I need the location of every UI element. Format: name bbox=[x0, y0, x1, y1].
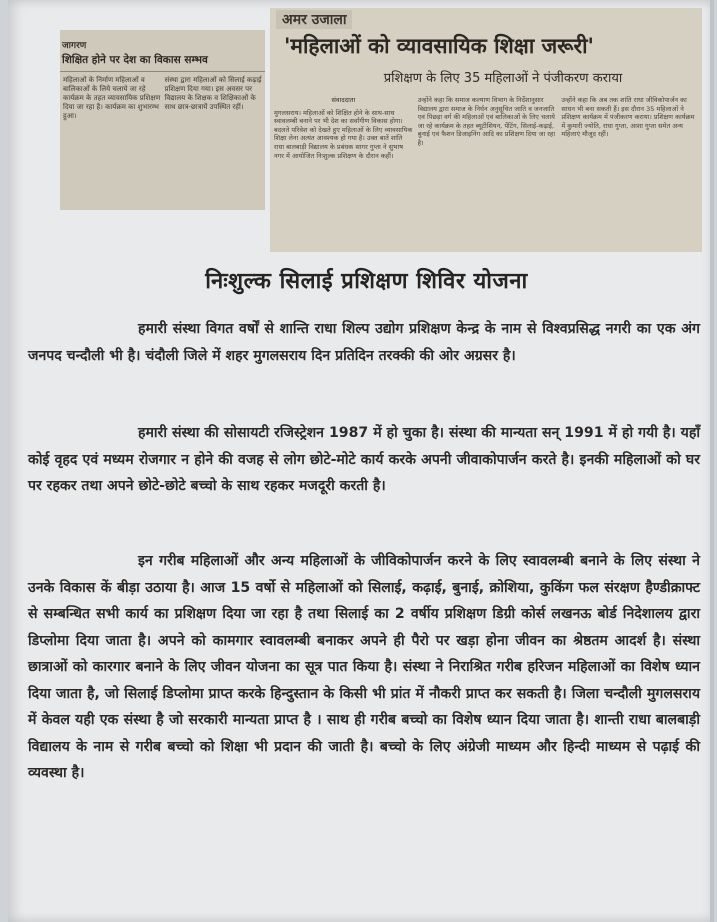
newspaper-clipping-right bbox=[270, 8, 702, 252]
clipping-right-subheadline: प्रशिक्षण के लिए 35 महिलाओं ने पंजीकरण कराया bbox=[383, 71, 623, 86]
clipping-right-column: उन्होंने कहा कि समाज कल्याण विभाग के निर्देशानुसार विद्यालय द्वारा समाज के निर्धन अनुसूचित जाति व जनजाति एवं पिछड़ा वर्ग की महिलाओं एवं बालिकाओं के लिए चलाये जा रहे कार्यक्रम के तहत ब्यूटीशियन, पेंटिंग, सिलाई-कढ़ाई, बुनाई एवं फैशन डिजाइनिंग आदि का प्रशिक्षण दिया जा रहा है। bbox=[417, 96, 556, 147]
clipping-right-column bbox=[274, 96, 413, 252]
clipping-right-column: उन्होंने कहा कि अब तक शांति राधा जीविकोपार्जन का साधन भी बना सकती हैं। इस दौरान 35 महिलाओं ने प्रशिक्षण कार्यक्रम में पंजीकरण कराया। प्रशिक्षण कार्यक्रम में कुमारी ज्योति, राधा गुप्ता, आशा गुप्ता समेत अन्य महिलाएं मौजूद रहीं। bbox=[561, 96, 695, 139]
clipping-left-headline: शिक्षित होने पर देश का विकास सम्भव bbox=[62, 54, 208, 66]
newspaper-masthead: अमर उजाला bbox=[276, 10, 352, 29]
page-edge-shadow bbox=[710, 0, 714, 922]
clipping-left-columns bbox=[60, 72, 265, 125]
clipping-right-headline: 'महिलाओं को व्यावसायिक शिक्षा जरूरी' bbox=[284, 33, 594, 58]
clipping-left-tag: जागरण bbox=[62, 41, 87, 51]
clipping-left-column: महिलाओं के निर्माण महिलाओं व बालिकाओं के लिये चलाये जा रहे कार्यक्रम के तहत व्यावसायिक प्रशिक्षण दिया जा रहा है। कार्यक्रम का शुभारम्भ हुआ। bbox=[63, 76, 161, 120]
paragraph-intro: हमारी संस्था विगत वर्षों से शान्ति राधा शिल्प उद्योग प्रशिक्षण केन्द्र के नाम से विश्वप्रसिद्ध नगरी का एक अंग जनपद चन्दौली भी है। चंदौली जिले में शहर मुगलसराय दिन प्रतिदिन तरक्की की ओर अग्रसर है। bbox=[28, 321, 700, 364]
paragraph-training: इन गरीब महिलाओं और अन्य महिलाओं के जीविकोपार्जन करने के लिए स्वावलम्बी बनाने के लिए संस्था ने उनके विकास कें बीड़ा उठाया है। आज 15 वर्षो से महिलाओं को सिलाई, कढ़ाई, बुनाई, क्रोशिया, कुकिंग फल संरक्षण हैण्डीक्राफ्ट से सम्बन्धित सभी कार्य का प्रशिक्षण दिया जा रहा है तथा सिलाई का 2 वर्षीय प्रशिक्षण डिग्री कोर्स लखनऊ बोर्ड निदेशालय द्वारा डिप्लोमा दिया जाता है। अपने को कामगार स्वावलम्बी बनाकर अपने ही पैरो पर खड़ा होना जीवन का श्रेष्ठतम आदर्श है। संस्था छात्राओं को कारगार बनाने के लिए जीवन योजना का सूत्र पात किया है। संस्था ने निराश्रित गरीब हरिजन महिलाओं का विशेष ध्यान दिया जाता है, जो सिलाई डिप्लोमा प्राप्त करके हिन्दुस्तान के किसी भी प्रांत में नौकरी प्राप्त कर सकती है। जिला चन्दौली मुगलसराय में केवल यही एक संस्था है जो सरकारी मान्यता प्राप्त है । साथ ही गरीब बच्चो का विशेष ध्यान दिया जाता है। शान्ती राधा बालबाड़ी विद्यालय के नाम से गरीब बच्चो को शिक्षा भी प्रदान की जाती है। बच्चो के लिए अंग्रेजी माध्यम और हिन्दी माध्यम से पढ़ाई की व्यवस्था है। bbox=[28, 553, 700, 781]
clipping-right-column-text: मुगलसराय। महिलाओं को शिक्षित होने के साथ-साथ स्वावलम्बी बनाने पर भी देश का सर्वांगीण विकास होगा। बदलते परिवेश को देखते हुए महिलाओं के लिए व्यावसायिक शिक्षा लेना अत्यंत आवश्यक हो गया है। उक्त बातें शांति राधा बालबाड़ी विद्यालय के प्रबंधक सागर गुप्ता ने सुभाष नगर में आयोजित निःशुल्क प्रशिक्षण के दौरान कहीं। bbox=[274, 108, 413, 160]
document-page bbox=[8, 0, 714, 922]
clipping-byline: संवाददाता bbox=[331, 96, 356, 104]
clipping-right-columns bbox=[274, 96, 700, 252]
clipping-left-header bbox=[60, 30, 265, 72]
paragraph-registration: हमारी संस्था की सोसायटी रजिस्ट्रेशन 1987 में हो चुका है। संस्था की मान्यता सन् 1991 में हो गयी है। यहाँ कोई वृहद एवं मध्यम रोजगार न होने की वजह से लोग छोटे-मोटे कार्य करके अपनी जीवाकोपार्जन करते है। इनकी महिलाओं को घर पर रहकर तथा अपने छोटे-छोटे बच्चो के साथ रहकर मजदूरी करती है। bbox=[28, 425, 700, 494]
newspaper-clipping-left bbox=[60, 30, 265, 210]
document-title: निःशुल्क सिलाई प्रशिक्षण शिविर योजना bbox=[205, 269, 528, 294]
clipping-left-column: संस्था द्वारा महिलाओं को सिलाई कढ़ाई प्रशिक्षण दिया गया। इस अवसर पर विद्यालय के शिक्षक व शिक्षिकाओं के साथ छात्र-छात्रायें उपस्थित रहीं। bbox=[164, 76, 262, 111]
